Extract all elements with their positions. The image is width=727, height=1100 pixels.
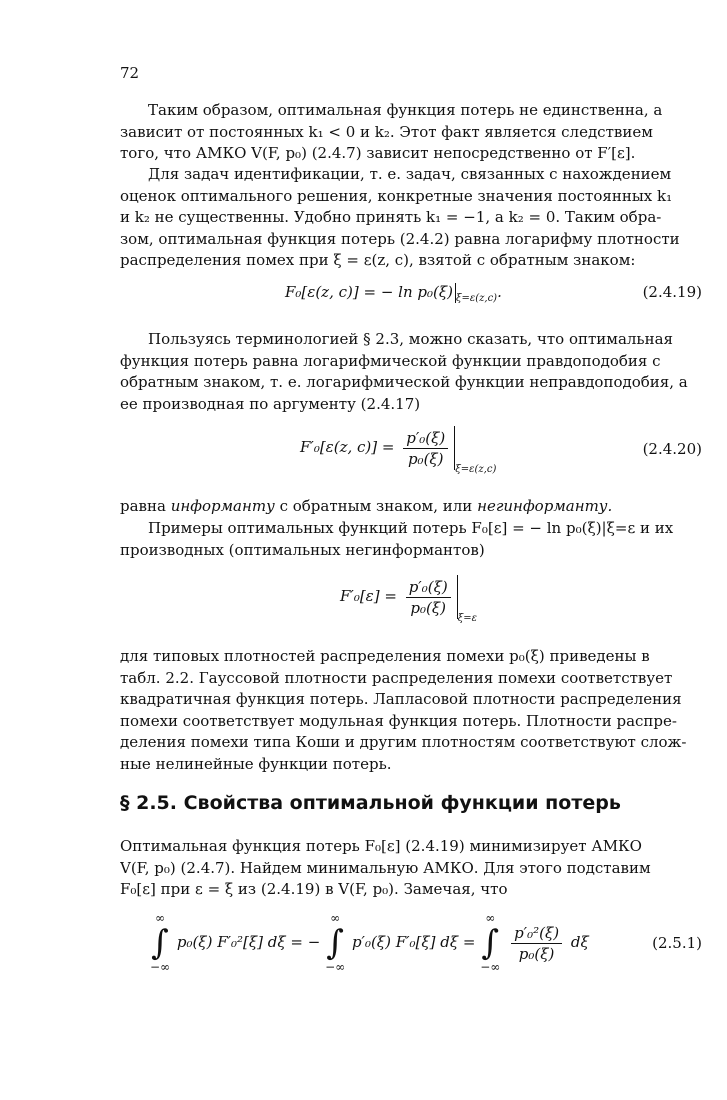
lower-limit: −∞ — [480, 960, 501, 974]
text-line: функция потерь равна логарифмической функции правдоподобия с — [120, 351, 661, 370]
paragraph-4 — [120, 496, 705, 518]
section-heading: § 2.5. Свойства оптимальной функции потерь — [120, 792, 621, 814]
text-line: Примеры оптимальных функций потерь F₀[ε] = − ln p₀(ξ)|ξ=ε и их — [148, 519, 674, 537]
paragraph-7 — [120, 836, 705, 901]
text-line: обратным знаком, т. е. логарифмической функции неправдоподобия, а — [120, 373, 688, 391]
lower-limit: −∞ — [325, 960, 346, 974]
denominator: p₀(ξ) — [407, 449, 444, 468]
text-line: Для задач идентификации, т. е. задач, связанных с нахождением — [148, 165, 672, 183]
equation-2-4-20 — [300, 426, 496, 475]
denominator: p₀(ξ) — [410, 598, 446, 617]
numerator: p′₀(ξ) — [406, 578, 451, 598]
text-line: V(F, p₀) (2.4.7). Найдем минимальную АМКО. Для этого подставим — [120, 858, 651, 877]
numerator: p′₀(ξ) — [403, 429, 448, 449]
text-run: с обратным знаком, или — [274, 497, 478, 515]
upper-limit: ∞ — [485, 911, 496, 925]
text-line: и k₂ не существенны. Удобно принять k₁ = −1, а k₂ = 0. Таким обра- — [120, 208, 662, 226]
equation-number: (2.4.19) — [642, 283, 702, 301]
integrand-tail: dξ — [570, 933, 589, 951]
page-number: 72 — [120, 64, 140, 82]
text-line: деления помехи типа Коши и другим плотностям соответствуют слож- — [120, 733, 687, 751]
text-line: Таким образом, оптимальная функция потерь не единственна, а — [148, 101, 663, 119]
text-line — [120, 496, 705, 518]
text-line: F₀[ε] при ε = ξ из (2.4.19) в V(F, p₀). Замечая, что — [120, 880, 508, 898]
emphasis-informant: информанту — [170, 497, 275, 515]
equation-number: (2.4.20) — [642, 440, 702, 458]
equation-number: (2.5.1) — [652, 934, 702, 952]
integral-sign: ∞ ∫ −∞ — [325, 911, 346, 974]
text-line: Пользуясь терминологией § 2.3, можно сказать, что оптимальная — [148, 330, 673, 348]
upper-limit: ∞ — [155, 911, 166, 925]
paragraph-6 — [120, 646, 705, 775]
text-line: помехи соответствует модульная функция потерь. Плотности распре- — [120, 711, 677, 730]
numerator: p′₀²(ξ) — [511, 924, 562, 944]
paragraph-2 — [120, 164, 705, 272]
equation-lhs: F′₀[ε] = — [340, 587, 397, 605]
fraction — [511, 924, 562, 963]
equation-2-4-19: F₀[ε(z, c)] = − ln p₀(ξ) $_{\xi=\varepsilon(z,c)}$. — [285, 283, 502, 304]
integral-sign: ∞ ∫ −∞ — [480, 911, 501, 974]
equation-2-5-1 — [150, 912, 589, 974]
emphasis-neginformant: негинформанту. — [477, 497, 613, 515]
equation-eval: ξ=ε(z,c) — [455, 464, 497, 475]
equation-unnumbered — [340, 575, 477, 624]
text-line: оценок оптимального решения, конкретные значения постоянных k₁ — [120, 186, 673, 205]
text-line: производных (оптимальных негинформантов) — [120, 540, 485, 559]
upper-limit: ∞ — [330, 911, 341, 925]
integrand: p₀(ξ) F′₀²[ξ] dξ = − — [176, 933, 321, 951]
paragraph-3 — [120, 329, 705, 415]
integral-sign: ∞ ∫ −∞ — [150, 911, 171, 974]
text-run: равна — [120, 497, 171, 515]
lower-limit: −∞ — [150, 960, 171, 974]
text-line: Оптимальная функция потерь F₀[ε] (2.4.19) минимизирует АМКО — [120, 837, 642, 855]
paragraph-1 — [120, 100, 705, 165]
denominator: p₀(ξ) — [518, 944, 555, 963]
text-line: ные нелинейные функции потерь. — [120, 754, 392, 773]
text-line: того, что АМКО V(F, p₀) (2.4.7) зависит непосредственно от F′[ε]. — [120, 144, 636, 162]
paragraph-5 — [120, 518, 705, 561]
fraction — [406, 578, 451, 617]
text-line: зом, оптимальная функция потерь (2.4.2) равна логарифму плотности — [120, 229, 680, 248]
fraction — [403, 429, 448, 468]
equation-eval: ξ=ε(z,c) — [455, 293, 498, 304]
text-line: зависит от постоянных k₁ < 0 и k₂. Этот факт является следствием — [120, 122, 653, 141]
text-line: квадратичная функция потерь. Лапласовой плотности распределения — [120, 690, 682, 708]
equation-lhs: F′₀[ε(z, c)] = — [300, 438, 395, 456]
text-line: ее производная по аргументу (2.4.17) — [120, 394, 421, 413]
text-line: распределения помех при ξ = ε(z, c), взятой с обратным знаком: — [120, 251, 636, 269]
equation-eval: ξ=ε — [457, 613, 477, 624]
equation-lhs: F₀[ε(z, c)] = − ln p₀(ξ) — [285, 283, 453, 301]
text-line: для типовых плотностей распределения помехи p₀(ξ) приведены в — [120, 647, 650, 665]
integrand: p′₀(ξ) F′₀[ξ] dξ = — [351, 933, 476, 951]
text-line: табл. 2.2. Гауссовой плотности распределения помехи соответствует — [120, 668, 673, 687]
